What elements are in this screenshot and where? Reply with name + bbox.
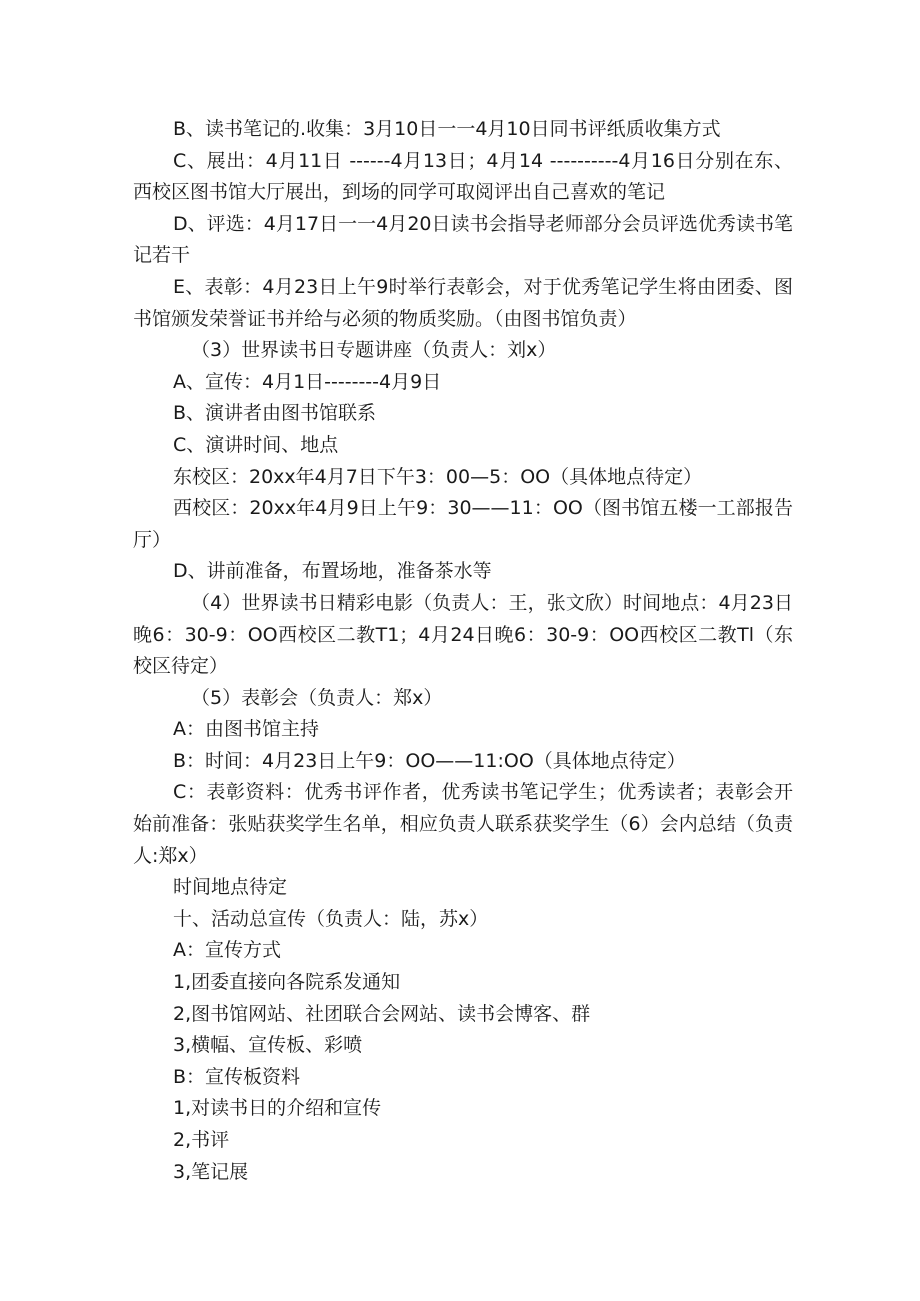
paragraph-lecture-preparation: D、讲前准备，布置场地，准备茶水等	[173, 560, 492, 583]
paragraph-ceremony-materials: C：表彰资料：优秀书评作者，优秀读书笔记学生；优秀读者；表彰会开始前准备：张贴获奖学生名单，相应负责人联系获奖学生（6）会内总结（负责人:郑x）	[133, 781, 793, 867]
paragraph-selection: D、评选：4月17日一一4月20日读书会指导老师部分会员评选优秀读书笔记若干	[133, 212, 793, 267]
paragraph-notes-collection: B、读书笔记的.收集：3月10日一一4月10日同书评纸质收集方式	[173, 118, 721, 140]
section-movie-heading: （4）世界读书日精彩电影（负责人：王，张文欣）时间地点：4月23日晚6：30-9：OO西校区二教T1；4月24日晚6：30-9：OO西校区二教Tl（东校区待定）	[133, 591, 793, 678]
list-item-board-2: 2,书评	[173, 1129, 230, 1151]
paragraph-board-materials: B：宣传板资料	[173, 1065, 301, 1088]
paragraph-ceremony-time: B：时间：4月23日上午9：OO——11:OO（具体地点待定）	[173, 749, 686, 772]
paragraph-time-place-tbd: 时间地点待定	[173, 876, 288, 899]
list-item-publicity-2: 2,图书馆网站、社团联合会网站、读书会博客、群	[173, 1002, 591, 1025]
section-publicity-heading: 十、活动总宣传（负责人：陆，苏x）	[173, 907, 489, 930]
paragraph-east-campus: 东校区：20xx年4月7日下午3：00—5：OO（具体地点待定）	[173, 465, 703, 488]
paragraph-publicity-methods: A：宣传方式	[173, 939, 281, 962]
document-body	[133, 114, 793, 1188]
section-lecture-heading: （3）世界读书日专题讲座（负责人：刘x）	[191, 339, 557, 362]
list-item-board-1: 1,对读书日的介绍和宣传	[173, 1097, 382, 1120]
paragraph-lecture-speaker: B、演讲者由图书馆联系	[173, 402, 377, 425]
paragraph-west-campus: 西校区：20xx年4月9日上午9：30——11：OO（图书馆五楼一工部报告厅）	[133, 497, 793, 551]
paragraph-lecture-publicity: A、宣传：4月1日--------4月9日	[173, 370, 442, 393]
paragraph-lecture-time-place: C、演讲时间、地点	[173, 433, 339, 456]
paragraph-exhibition: C、展出：4月11日 ------4月13日；4月14 ----------4月16日分别在东、西校区图书馆大厅展出，到场的同学可取阅评出自己喜欢的笔记	[133, 149, 793, 204]
paragraph-commendation: E、表彰：4月23日上午9时举行表彰会，对于优秀笔记学生将由团委、图书馆颁发荣誉证书并给与必须的物质奖励。（由图书馆负责）	[133, 275, 793, 330]
list-item-publicity-1: 1,团委直接向各院系发通知	[173, 971, 401, 994]
paragraph-ceremony-host: A：由图书馆主持	[173, 718, 319, 741]
list-item-publicity-3: 3,横幅、宣传板、彩喷	[173, 1034, 363, 1057]
section-ceremony-heading: （5）表彰会（负责人：郑x）	[191, 686, 443, 709]
list-item-board-3: 3,笔记展	[173, 1160, 249, 1183]
